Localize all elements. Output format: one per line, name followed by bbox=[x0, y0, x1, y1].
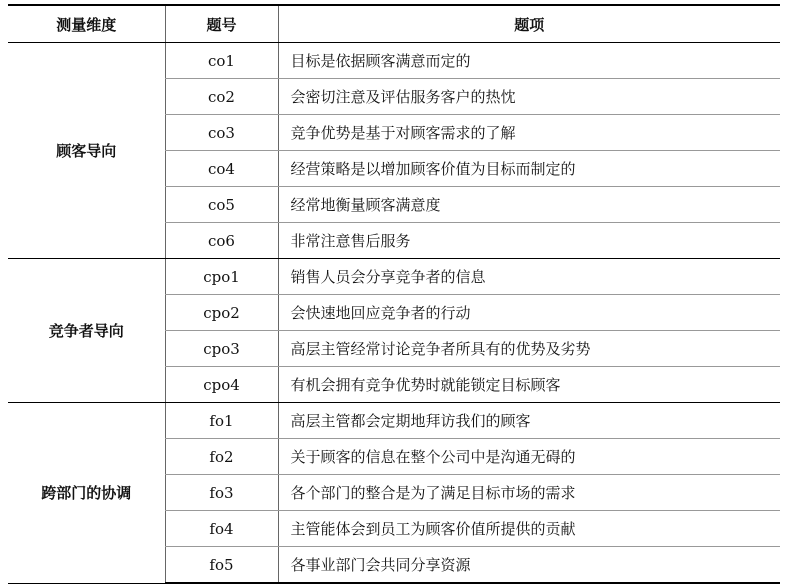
code-cell: fo5 bbox=[165, 547, 278, 584]
code-cell: fo1 bbox=[165, 403, 278, 439]
item-cell: 高层主管经常讨论竞争者所具有的优势及劣势 bbox=[278, 331, 780, 367]
table-body bbox=[8, 43, 780, 584]
table-row bbox=[8, 259, 780, 295]
code-cell: cpo1 bbox=[165, 259, 278, 295]
code-cell: co2 bbox=[165, 79, 278, 115]
code-cell: co5 bbox=[165, 187, 278, 223]
code-cell: fo4 bbox=[165, 511, 278, 547]
item-cell: 经常地衡量顾客满意度 bbox=[278, 187, 780, 223]
header-code: 题号 bbox=[165, 5, 278, 43]
code-cell: fo2 bbox=[165, 439, 278, 475]
market-orientation-table bbox=[8, 4, 780, 584]
dimension-cell: 跨部门的协调 bbox=[8, 403, 165, 584]
header-dimension: 测量维度 bbox=[8, 5, 165, 43]
code-cell: cpo3 bbox=[165, 331, 278, 367]
market-orientation-table-container bbox=[8, 4, 780, 584]
table-row bbox=[8, 43, 780, 79]
item-cell: 各个部门的整合是为了满足目标市场的需求 bbox=[278, 475, 780, 511]
item-cell: 销售人员会分享竞争者的信息 bbox=[278, 259, 780, 295]
code-cell: co1 bbox=[165, 43, 278, 79]
item-cell: 高层主管都会定期地拜访我们的顾客 bbox=[278, 403, 780, 439]
item-cell: 目标是依据顾客满意而定的 bbox=[278, 43, 780, 79]
item-cell: 非常注意售后服务 bbox=[278, 223, 780, 259]
header-item: 题项 bbox=[278, 5, 780, 43]
table-row bbox=[8, 403, 780, 439]
item-cell: 会密切注意及评估服务客户的热忱 bbox=[278, 79, 780, 115]
code-cell: cpo4 bbox=[165, 367, 278, 403]
item-cell: 经营策略是以增加顾客价值为目标而制定的 bbox=[278, 151, 780, 187]
code-cell: co6 bbox=[165, 223, 278, 259]
code-cell: co3 bbox=[165, 115, 278, 151]
item-cell: 主管能体会到员工为顾客价值所提供的贡献 bbox=[278, 511, 780, 547]
dimension-cell: 竞争者导向 bbox=[8, 259, 165, 403]
header-row bbox=[8, 5, 780, 43]
dimension-cell: 顾客导向 bbox=[8, 43, 165, 259]
code-cell: cpo2 bbox=[165, 295, 278, 331]
item-cell: 会快速地回应竞争者的行动 bbox=[278, 295, 780, 331]
code-cell: co4 bbox=[165, 151, 278, 187]
item-cell: 关于顾客的信息在整个公司中是沟通无碍的 bbox=[278, 439, 780, 475]
item-cell: 竞争优势是基于对顾客需求的了解 bbox=[278, 115, 780, 151]
item-cell: 各事业部门会共同分享资源 bbox=[278, 547, 780, 584]
item-cell: 有机会拥有竞争优势时就能锁定目标顾客 bbox=[278, 367, 780, 403]
code-cell: fo3 bbox=[165, 475, 278, 511]
